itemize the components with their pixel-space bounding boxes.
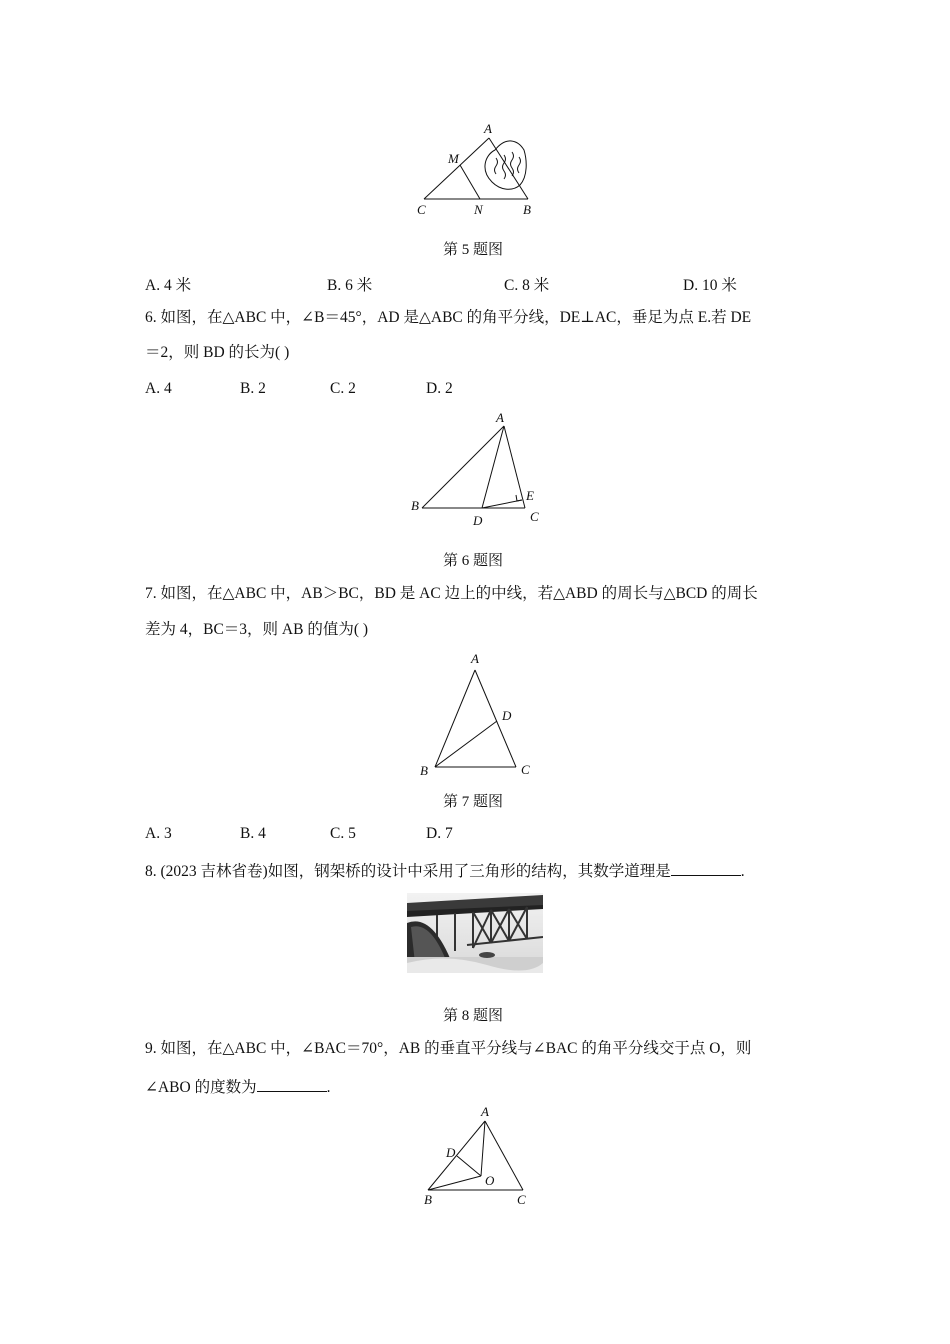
q5-option-c: C. 8 米: [504, 277, 550, 294]
fig6-label-b: B: [411, 498, 419, 513]
q8-answer-blank[interactable]: [671, 861, 741, 876]
q7-text-line1: 7. 如图，在△ABC 中，AB＞BC，BD 是 AC 边上的中线，若△ABD 的周长与△BCD 的周长: [145, 585, 758, 602]
fig7-label-b: B: [420, 763, 428, 778]
q6-option-b: B. 2: [240, 380, 266, 397]
fig9-label-b: B: [424, 1192, 432, 1207]
fig5-label-a: A: [484, 121, 492, 136]
fig7-label-a: A: [471, 651, 479, 666]
figure-8-caption: 第 8 题图: [443, 1008, 504, 1024]
q6-text-line1: 6. 如图，在△ABC 中，∠B＝45°，AD 是△ABC 的角平分线，DE⊥AC，垂足为点 E.若 DE: [145, 309, 752, 326]
fig6-label-e: E: [526, 488, 534, 503]
q6-option-d: D. 2: [426, 380, 453, 397]
q6-option-c: C. 2: [330, 380, 356, 397]
fig7-label-d: D: [502, 708, 512, 723]
q6-text-line2: ＝2，则 BD 的长为( ): [145, 344, 290, 361]
q8-text: [145, 861, 745, 882]
fig9-label-c: C: [517, 1192, 526, 1207]
q5-option-a: A. 4 米: [145, 277, 192, 294]
fig6-label-d: D: [473, 513, 483, 528]
figure-7-diagram: [400, 645, 550, 780]
figure-6-diagram: [400, 405, 550, 535]
fig5-label-b: B: [523, 202, 531, 217]
fig5-label-n: N: [474, 202, 483, 217]
fig6-label-a: A: [496, 410, 504, 425]
q7-option-b: B. 4: [240, 825, 266, 842]
figure-9-diagram: [400, 1100, 550, 1215]
fig9-label-a: A: [481, 1104, 489, 1119]
q9-question: ∠ABO 的度数为: [145, 1079, 257, 1096]
figure-6-caption: 第 6 题图: [443, 553, 504, 569]
q9-end: .: [326, 1079, 331, 1096]
q8-question: 8. (2023 吉林省卷)如图，钢架桥的设计中采用了三角形的结构，其数学道理是: [145, 863, 671, 880]
figure-5-diagram: [400, 110, 550, 225]
figure-8-bridge-photo: [407, 893, 543, 973]
q9-text-line2: [145, 1077, 330, 1098]
fig5-label-m: M: [448, 151, 459, 166]
q7-text-line2: 差为 4，BC＝3，则 AB 的值为( ): [145, 621, 369, 638]
q7-option-c: C. 5: [330, 825, 356, 842]
q6-option-a: A. 4: [145, 380, 172, 397]
q9-text-line1: 9. 如图，在△ABC 中，∠BAC＝70°，AB 的垂直平分线与∠BAC 的角平分线交于点 O，则: [145, 1040, 752, 1057]
q7-option-a: A. 3: [145, 825, 172, 842]
figure-7-caption: 第 7 题图: [443, 794, 504, 810]
q5-option-d: D. 10 米: [683, 277, 737, 294]
fig9-label-d: D: [446, 1145, 456, 1160]
fig6-label-c: C: [530, 509, 539, 524]
q9-answer-blank[interactable]: [257, 1077, 327, 1092]
q5-option-b: B. 6 米: [327, 277, 373, 294]
fig5-label-c: C: [417, 202, 426, 217]
q8-end: .: [740, 863, 745, 880]
figure-5-caption: 第 5 题图: [443, 242, 504, 258]
q7-option-d: D. 7: [426, 825, 453, 842]
fig7-label-c: C: [521, 762, 530, 777]
fig9-label-o: O: [485, 1173, 495, 1188]
